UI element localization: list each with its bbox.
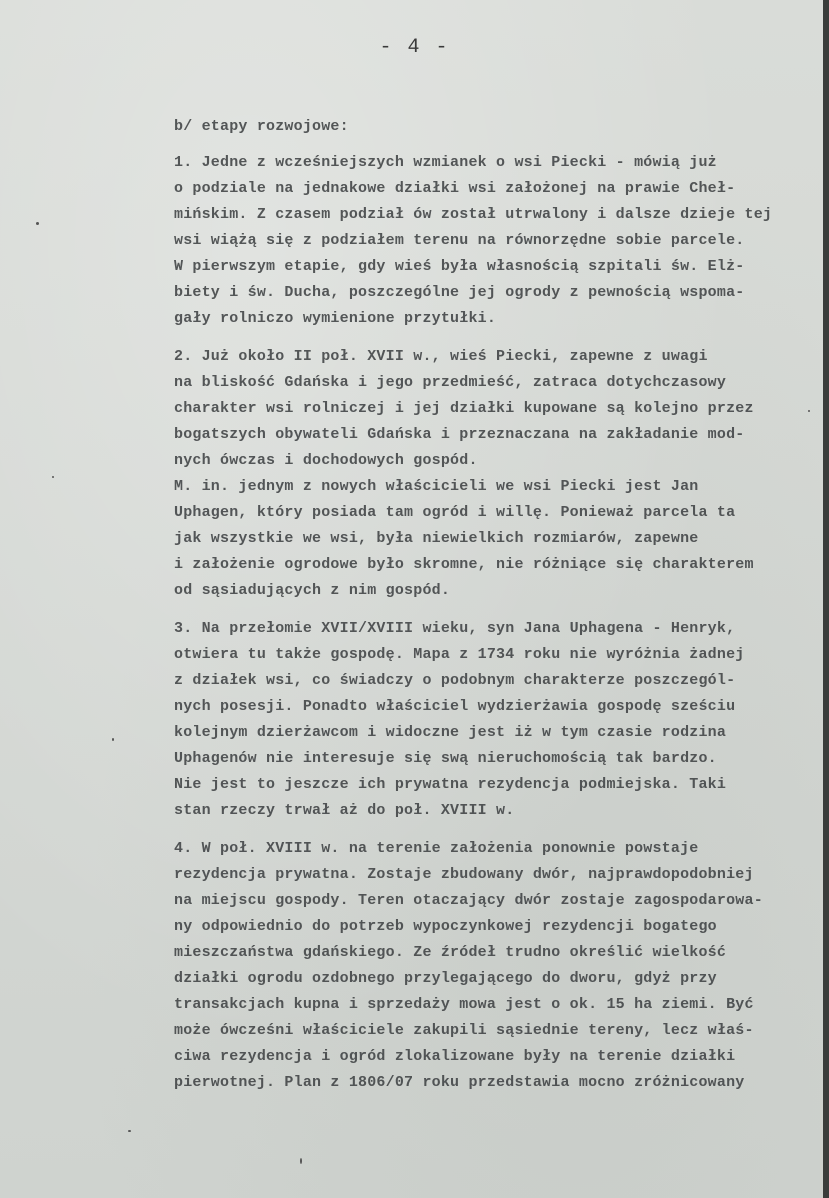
text-line: biety i św. Ducha, poszczególne jej ogrody z pewnością wspoma- — [174, 284, 745, 301]
text-line: i założenie ogrodowe było skromne, nie różniące się charakterem — [174, 556, 754, 573]
paragraph-gap — [174, 332, 814, 344]
paragraph-4 — [174, 836, 814, 1096]
section-heading: b/ etapy rozwojowe: — [174, 118, 349, 135]
text-line: bogatszych obywateli Gdańska i przeznaczana na zakładanie mod- — [174, 426, 745, 443]
text-line: może ówcześni właściciele zakupili sąsiednie tereny, lecz właś- — [174, 1022, 754, 1039]
paragraph-3 — [174, 616, 814, 824]
paragraph-1 — [174, 150, 814, 332]
paragraph-2 — [174, 344, 814, 604]
text-line: mińskim. Z czasem podział ów został utrwalony i dalsze dzieje tej — [174, 206, 773, 223]
text-line: jak wszystkie we wsi, była niewielkich rozmiarów, zapewne — [174, 530, 699, 547]
text-line: 3. Na przełomie XVII/XVIII wieku, syn Jana Uphagena - Henryk, — [174, 620, 736, 637]
text-line: stan rzeczy trwał aż do poł. XVIII w. — [174, 802, 515, 819]
text-line: Uphagen, który posiada tam ogród i willę. Ponieważ parcela ta — [174, 504, 736, 521]
dust-speck — [128, 1130, 131, 1132]
text-line: transakcjach kupna i sprzedaży mowa jest o ok. 15 ha ziemi. Być — [174, 996, 754, 1013]
text-line: gały rolniczo wymienione przytułki. — [174, 310, 497, 327]
paragraph-gap — [174, 824, 814, 836]
page-edge-shadow — [823, 0, 829, 1198]
text-line: pierwotnej. Plan z 1806/07 roku przedstawia mocno zróżnicowany — [174, 1074, 745, 1091]
text-line: charakter wsi rolniczej i jej działki kupowane są kolejno przez — [174, 400, 754, 417]
text-line: Nie jest to jeszcze ich prywatna rezydencja podmiejska. Taki — [174, 776, 727, 793]
text-line: o podziale na jednakowe działki wsi założonej na prawie Cheł- — [174, 180, 736, 197]
dust-speck — [300, 1158, 302, 1164]
page-number: - 4 - — [379, 36, 450, 59]
text-line: mieszczaństwa gdańskiego. Ze źródeł trudno określić wielkość — [174, 944, 727, 961]
text-line: rezydencja prywatna. Zostaje zbudowany dwór, najprawdopodobniej — [174, 866, 754, 883]
text-line: nych posesji. Ponadto właściciel wydzierżawia gospodę sześciu — [174, 698, 736, 715]
text-line: otwiera tu także gospodę. Mapa z 1734 roku nie wyróżnia żadnej — [174, 646, 745, 663]
text-line: na miejscu gospody. Teren otaczający dwór zostaje zagospodarowa- — [174, 892, 763, 909]
text-line: od sąsiadujących z nim gospód. — [174, 582, 451, 599]
text-line: wsi wiążą się z podziałem terenu na równorzędne sobie parcele. — [174, 232, 745, 249]
dust-speck — [52, 476, 54, 478]
text-line: W pierwszym etapie, gdy wieś była własnością szpitali św. Elż- — [174, 258, 745, 275]
text-line: 1. Jedne z wcześniejszych wzmianek o wsi Piecki - mówią już — [174, 154, 717, 171]
text-line: z działek wsi, co świadczy o podobnym charakterze poszczegól- — [174, 672, 736, 689]
document-body — [174, 114, 814, 1096]
paragraph-gap — [174, 604, 814, 616]
text-line: kolejnym dzierżawcom i widoczne jest iż w tym czasie rodzina — [174, 724, 727, 741]
text-line: nych ówczas i dochodowych gospód. — [174, 452, 478, 469]
text-line: na bliskość Gdańska i jego przedmieść, zatraca dotychczasowy — [174, 374, 727, 391]
text-line: Uphagenów nie interesuje się swą nieruchomością tak bardzo. — [174, 750, 717, 767]
text-line: działki ogrodu ozdobnego przylegającego do dworu, gdyż przy — [174, 970, 717, 987]
text-line: ciwa rezydencja i ogród zlokalizowane były na terenie działki — [174, 1048, 736, 1065]
text-line: 2. Już około II poł. XVII w., wieś Piecki, zapewne z uwagi — [174, 348, 708, 365]
dust-speck — [112, 738, 114, 741]
dust-speck — [36, 222, 39, 225]
text-line: 4. W poł. XVIII w. na terenie założenia ponownie powstaje — [174, 840, 699, 857]
text-line: ny odpowiednio do potrzeb wypoczynkowej rezydencji bogatego — [174, 918, 717, 935]
dust-speck — [808, 410, 810, 412]
text-line: M. in. jednym z nowych właścicieli we wsi Piecki jest Jan — [174, 478, 699, 495]
